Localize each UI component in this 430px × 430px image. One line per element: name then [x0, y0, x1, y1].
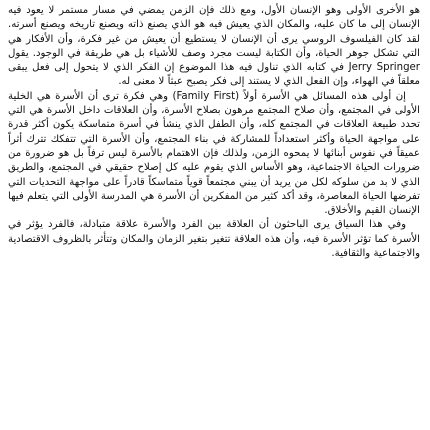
paragraph: هو الأخرى الأولى وهو الإنسان الأول، ومع ذلك فإن الزمن يمضي في مسار مستمر لا يعود فيه الإنسان إلى ما كان عليه، والمكان الذي يعيش فيه هو الذي يصنع ذاته ويصنع تاريخه ويصنع أسرته. لقد كان الفيلسوف الروسي يرى أن الإنسان لا يستطيع أن يعيش من غير فكرة، وأن الأفكار هي التي تشكل جوهر الحياة، وأن الكتابة ليست مجرد وصف للأشياء بل هي طريقة في الوجود. يقول Jerry Springer في كتابه الذي تناول فيه هذا الموضوع إن الفكر الذي لا يتحول إلى فعل يبقى معلقاً في الهواء، وإن الفعل الذي لا يستند إلى فكر يصبح عبثاً لا معنى له. — [8, 5, 420, 88]
paragraph: وفي هذا السياق يرى الباحثون أن العلاقة بين الفرد والأسرة علاقة متبادلة، فالفرد يؤثر في الأسرة كما تؤثر الأسرة فيه، وأن هذه العلاقة تتغير بتغير الزمان والمكان وتتأثر بالظروف الاقتصادية والاجتماعية والثقافية. — [8, 219, 420, 260]
paragraph: إن أولى هذه المسائل هي الأسرة أولاً (Family First) وهي فكرة ترى أن الأسرة هي الخلية الأولى في المجتمع، وأن صلاح المجتمع مرهون بصلاح الأسرة، وأن العلاقات داخل الأسرة هي التي تحدد طبيعة العلاقات في المجتمع كله، وأن الطفل الذي ينشأ في أسرة متماسكة يكون أكثر قدرة على مواجهة الحياة وأكثر استعداداً للمشاركة في بناء المجتمع، وأن الأسرة التي تتفكك تترك أثراً عميقاً في نفوس أبنائها لا يمحوه الزمن، ولذلك فإن الاهتمام بالأسرة ليس ترفاً بل هو ضرورة من ضرورات الحياة الاجتماعية، وهو الأساس الذي يقوم عليه كل إصلاح حقيقي في المجتمع، والطريق الذي لا بد من سلوكه لكل من يريد أن يبني مجتمعاً قوياً متماسكاً قادراً على مواجهة التحديات التي تفرضها الحياة المعاصرة، وقد أكد كثير من المفكرين أن الأسرة هي المدرسة الأولى التي يتعلم فيها الإنسان القيم والأخلاق. — [8, 90, 420, 217]
document-body — [8, 4, 420, 261]
